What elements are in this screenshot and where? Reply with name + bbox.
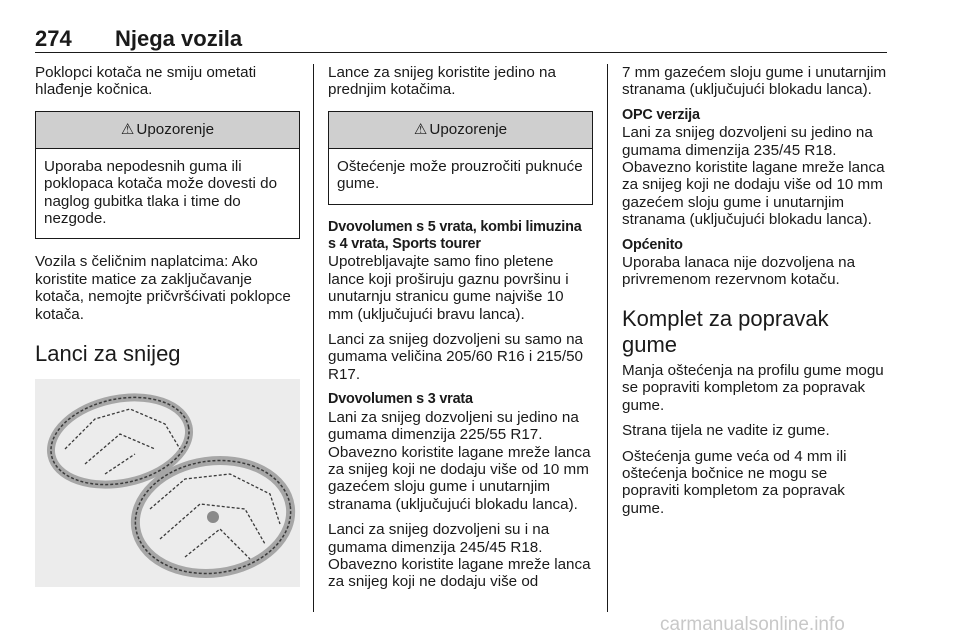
warning-text: Oštećenje može prouzročiti puknuće gume. — [337, 157, 583, 193]
paragraph: Strana tijela ne vadite iz gume. — [622, 422, 830, 440]
subheading: Općenito — [622, 236, 683, 253]
snow-chains-illustration — [35, 379, 300, 587]
subheading: Dvovolumen s 3 vrata — [328, 391, 473, 408]
page-number: 274 — [35, 26, 72, 51]
page-header — [35, 26, 885, 54]
warning-title: Upozorenje — [136, 121, 215, 139]
paragraph: Lanci za snijeg dozvoljeni su samo na gumama veličina 205/60 R16 i 215/50 R17. — [328, 331, 583, 383]
paragraph: Poklopci kotača ne smiju ometati hlađenje kočnica. — [35, 64, 257, 99]
paragraph: Lani za snijeg dozvoljeni su jedino na gumama dimenzija 235/45 R18. Obavezno koristite lagane mreže lanca za snijeg koji ne dodaju više od 10 mm gazećem sloju gume i unutarnjim stranama (uključujući blokadu lanca). — [622, 124, 885, 229]
chapter-title: Njega vozila — [115, 26, 243, 51]
paragraph: Lance za snijeg koristite jedino na prednjim kotačima. — [328, 64, 556, 99]
section-title: Komplet za popravak gume — [622, 305, 829, 357]
header-divider — [35, 52, 887, 53]
column-divider — [607, 64, 608, 612]
paragraph: Lani za snijeg dozvoljeni su jedino na gumama dimenzija 225/55 R17. Obavezno koristite lagane mreže lanca za snijeg koji ne dodaju više od 10 mm gazećem sloju gume i unutarnjim stranama (uključujući blokadu lanca). — [328, 408, 591, 513]
paragraph: 7 mm gazećem sloju gume i unutarnjim stranama (uključujući blokadu lanca). — [622, 64, 887, 99]
paragraph: Vozila s čeličnim naplatcima: Ako koristite matice za zaključavanje kotača, nemojte pričvršćivati poklopce kotača. — [35, 253, 291, 323]
paragraph: Upotrebljavajte samo fino pletene lance koji proširuju gaznu površinu i unutarnju stranicu gume najviše 10 mm (uključujući bravu lanca). — [328, 253, 569, 323]
subheading: Dvovolumen s 5 vrata, kombi limuzina s 4 vrata, Sports tourer — [328, 218, 582, 253]
warning-title: Upozorenje — [429, 121, 508, 139]
column-divider — [313, 64, 314, 612]
section-title: Lanci za snijeg — [35, 341, 181, 367]
warning-header — [329, 112, 592, 149]
paragraph: Oštećenja gume veća od 4 mm ili oštećenja bočnice ne mogu se popraviti kompletom za popravak gume. — [622, 447, 847, 517]
warning-header — [36, 112, 299, 149]
warning-text: Uporaba nepodesnih guma ili poklopaca kotača može dovesti do naglog gubitka tlaka i time do nezgode. — [44, 157, 278, 228]
paragraph: Lanci za snijeg dozvoljeni su i na gumama dimenzija 245/45 R18. Obavezno koristite lagane mreže lanca za snijeg koji ne dodaju više od — [328, 521, 591, 591]
column-2 — [328, 64, 593, 591]
column-1 — [35, 64, 300, 587]
warning-box — [35, 111, 300, 240]
column-3 — [622, 64, 887, 517]
watermark: carmanualsonline.info — [660, 614, 845, 635]
paragraph: Uporaba lanaca nije dozvoljena na privremenom rezervnom kotaču. — [622, 254, 856, 289]
warning-triangle-icon: ⚠ — [120, 121, 135, 139]
warning-triangle-icon: ⚠ — [413, 121, 428, 139]
subheading: OPC verzija — [622, 106, 700, 123]
paragraph: Manja oštećenja na profilu gume mogu se popraviti kompletom za popravak gume. — [622, 361, 884, 414]
warning-box — [328, 111, 593, 205]
